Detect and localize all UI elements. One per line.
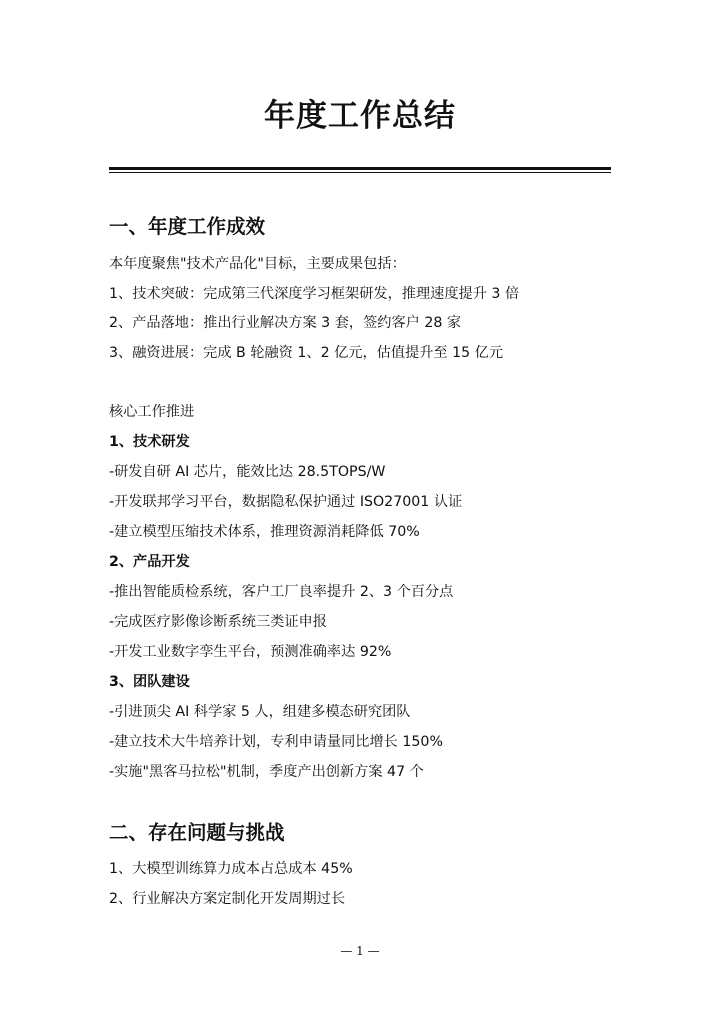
title-rule-thin xyxy=(109,172,611,173)
section-heading-achievements: 一、年度工作成效 xyxy=(109,215,266,238)
core-work-item: -研发自研 AI 芯片，能效比达 28.5TOPS/W xyxy=(109,464,386,480)
achievement-item: 2、产品落地：推出行业解决方案 3 套，签约客户 28 家 xyxy=(109,315,462,331)
document-title: 年度工作总结 xyxy=(264,98,456,134)
section-intro: 本年度聚焦"技术产品化"目标，主要成果包括： xyxy=(109,256,406,272)
achievement-item: 1、技术突破：完成第三代深度学习框架研发，推理速度提升 3 倍 xyxy=(109,286,520,302)
core-work-item: -完成医疗影像诊断系统三类证申报 xyxy=(109,614,327,630)
page-number: — 1 — xyxy=(340,944,380,958)
subheading-tech-rd: 1、技术研发 xyxy=(109,434,190,450)
core-work-item: -建立技术大牛培养计划，专利申请量同比增长 150% xyxy=(109,734,443,750)
core-work-item: -实施"黑客马拉松"机制，季度产出创新方案 47 个 xyxy=(109,764,424,780)
core-work-item: -引进顶尖 AI 科学家 5 人，组建多模态研究团队 xyxy=(109,704,411,720)
subheading-product-dev: 2、产品开发 xyxy=(109,554,190,570)
core-work-item: -推出智能质检系统，客户工厂良率提升 2、3 个百分点 xyxy=(109,584,454,600)
challenge-item: 2、行业解决方案定制化开发周期过长 xyxy=(109,891,346,907)
subheading-team-building: 3、团队建设 xyxy=(109,674,190,690)
achievement-item: 3、融资进展：完成 B 轮融资 1、2 亿元，估值提升至 15 亿元 xyxy=(109,345,504,361)
challenge-item: 1、大模型训练算力成本占总成本 45% xyxy=(109,861,353,877)
core-work-item: -建立模型压缩技术体系，推理资源消耗降低 70% xyxy=(109,524,420,540)
section-heading-challenges: 二、存在问题与挑战 xyxy=(109,821,285,844)
core-work-item: -开发联邦学习平台，数据隐私保护通过 ISO27001 认证 xyxy=(109,494,463,510)
core-work-label: 核心工作推进 xyxy=(109,404,195,420)
core-work-item: -开发工业数字孪生平台，预测准确率达 92% xyxy=(109,644,392,660)
title-rule-thick xyxy=(109,167,611,170)
